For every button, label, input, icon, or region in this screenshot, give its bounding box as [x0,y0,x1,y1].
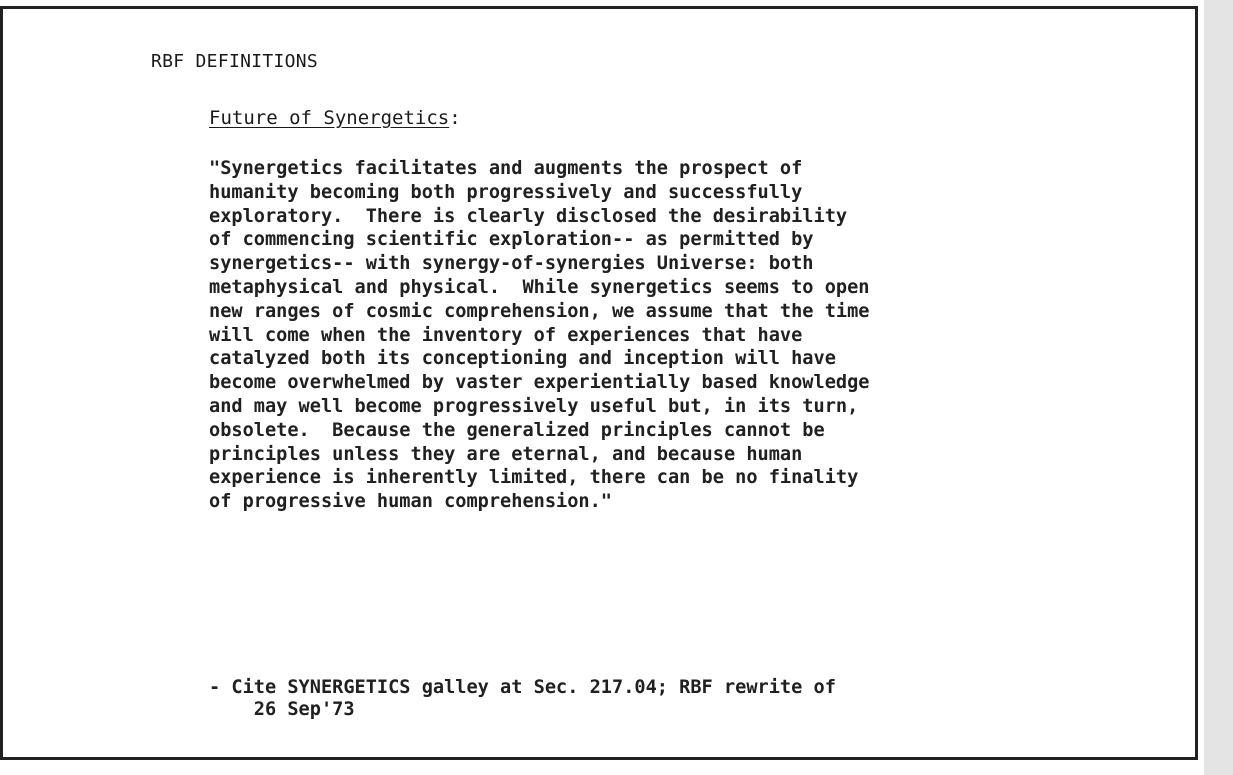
scan-margin-strip [1204,0,1233,775]
quote-line: metaphysical and physical. While synergetics seems to open [209,276,870,298]
quote-line: exploratory. There is clearly disclosed the desirability [209,205,848,227]
definition-card [0,6,1198,760]
quote-line: will come when the inventory of experiences that have [209,324,803,346]
quote-line: "Synergetics facilitates and augments the prospect of [209,158,803,179]
quote-line: new ranges of cosmic comprehension, we assume that the time [209,300,870,322]
quote-line: humanity becoming both progressively and successfully [209,181,803,203]
definition-quote [209,157,1189,514]
quote-line: and may well become progressively useful but, in its turn, [209,395,859,417]
quote-line: synergetics-- with synergy-of-synergies Universe: both [209,253,814,275]
quote-line: obsolete. Because the generalized principles cannot be [209,419,825,441]
citation-line: 26 Sep'73 [209,699,355,720]
citation [209,677,836,721]
section-title [209,107,461,129]
quote-line: of commencing scientific exploration-- as permitted by [209,229,814,251]
quote-line: experience is inherently limited, there can be no finality [209,467,859,489]
section-title-text: Future of Synergetics [209,107,450,129]
card-header: RBF DEFINITIONS [151,51,319,72]
quote-line: become overwhelmed by vaster experientially based knowledge [209,372,870,394]
quote-line: catalyzed both its conceptioning and inception will have [209,348,836,370]
section-title-colon: : [449,107,461,129]
citation-line: - Cite SYNERGETICS galley at Sec. 217.04; RBF rewrite of [209,677,836,698]
quote-line: principles unless they are eternal, and because human [209,443,803,465]
quote-line: of progressive human comprehension." [209,491,612,513]
